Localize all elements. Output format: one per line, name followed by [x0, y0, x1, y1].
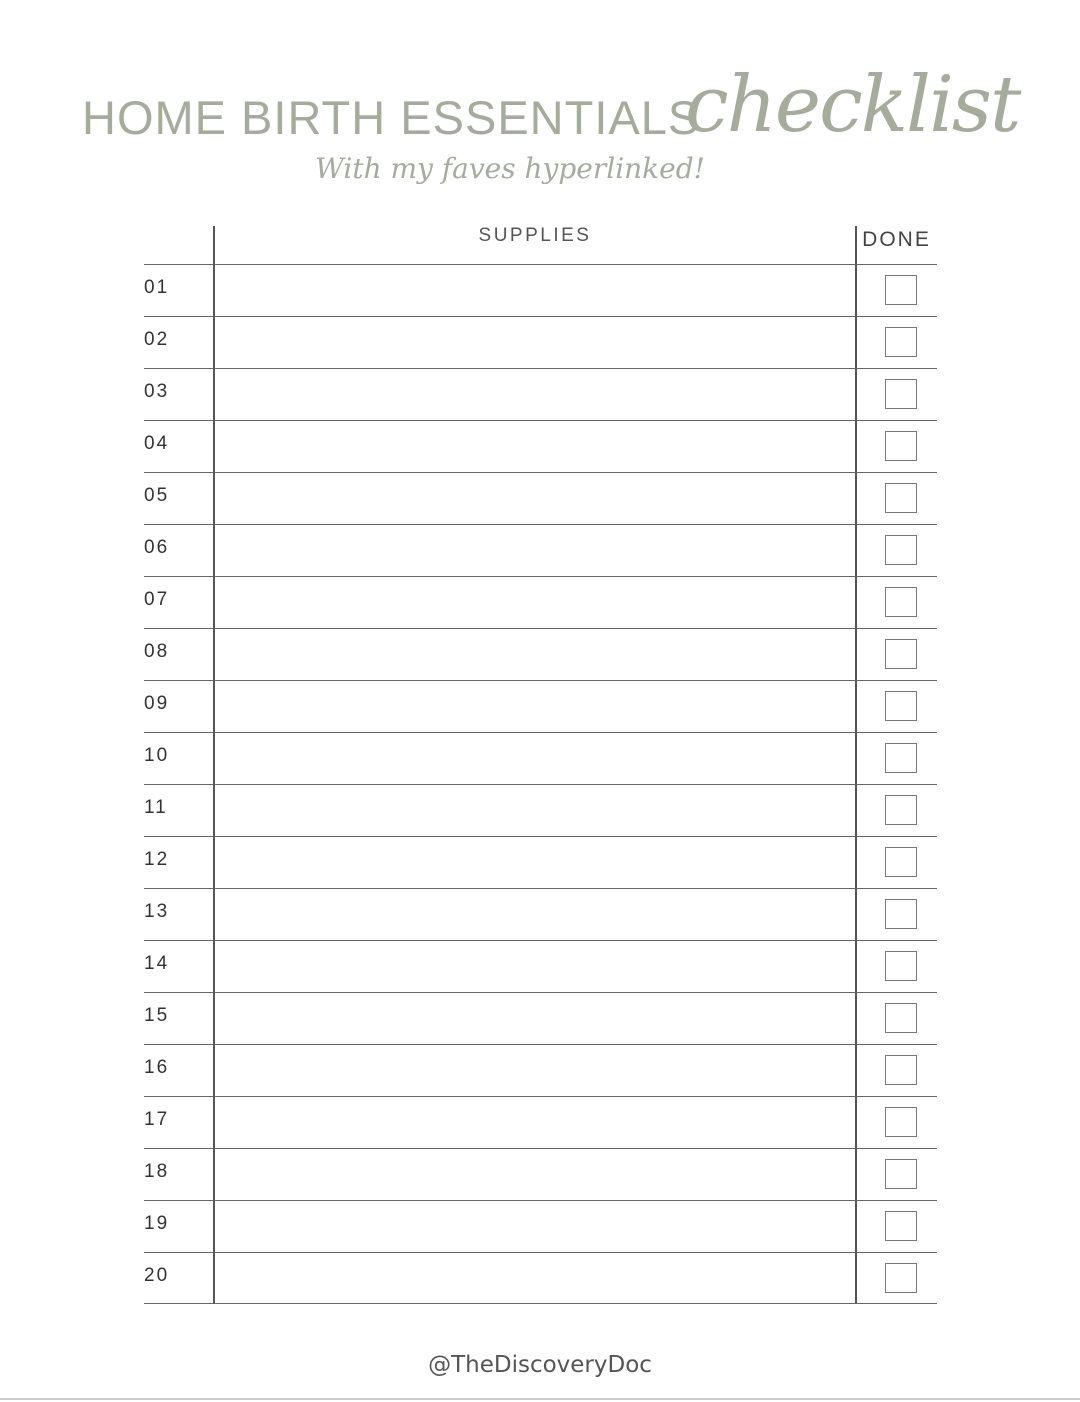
table-row — [144, 784, 937, 836]
done-checkbox[interactable] — [885, 951, 917, 981]
row-number: 20 — [144, 1265, 170, 1286]
done-checkbox[interactable] — [885, 1211, 917, 1241]
done-checkbox[interactable] — [885, 1003, 917, 1033]
table-row — [144, 472, 937, 524]
done-checkbox[interactable] — [885, 587, 917, 617]
table-row — [144, 732, 937, 784]
done-checkbox[interactable] — [885, 639, 917, 669]
row-number: 18 — [144, 1161, 170, 1182]
row-number: 08 — [144, 641, 170, 662]
done-checkbox[interactable] — [885, 847, 917, 877]
row-number: 16 — [144, 1057, 170, 1078]
table-row — [144, 940, 937, 992]
row-number: 12 — [144, 849, 170, 870]
page-title: HOME BIRTH ESSENTIALS — [82, 91, 701, 144]
done-checkbox[interactable] — [885, 1107, 917, 1137]
done-checkbox[interactable] — [885, 1055, 917, 1085]
table-row — [144, 888, 937, 940]
row-number: 19 — [144, 1213, 170, 1234]
table-row — [144, 368, 937, 420]
header-done: DONE — [862, 228, 931, 251]
page-subtitle: With my faves hyperlinked! — [315, 152, 705, 185]
done-checkbox[interactable] — [885, 535, 917, 565]
row-number: 07 — [144, 589, 170, 610]
done-checkbox[interactable] — [885, 899, 917, 929]
table-row — [144, 1252, 937, 1304]
done-checkbox[interactable] — [885, 431, 917, 461]
done-checkbox[interactable] — [885, 1159, 917, 1189]
row-number: 13 — [144, 901, 170, 922]
table-row — [144, 1096, 937, 1148]
checklist-table — [144, 226, 937, 1304]
table-row — [144, 316, 937, 368]
row-number: 06 — [144, 537, 170, 558]
row-number: 09 — [144, 693, 170, 714]
row-number: 14 — [144, 953, 170, 974]
table-row — [144, 264, 937, 316]
row-number: 01 — [144, 277, 170, 298]
table-row — [144, 680, 937, 732]
footer-handle: @TheDiscoveryDoc — [428, 1352, 652, 1378]
page-title-script: checklist — [685, 60, 1020, 150]
page-bottom-divider — [0, 1398, 1080, 1400]
table-row — [144, 836, 937, 888]
table-row — [144, 1200, 937, 1252]
done-checkbox[interactable] — [885, 795, 917, 825]
done-checkbox[interactable] — [885, 379, 917, 409]
table-row — [144, 420, 937, 472]
done-checkbox[interactable] — [885, 275, 917, 305]
done-checkbox[interactable] — [885, 327, 917, 357]
header-supplies: SUPPLIES — [478, 225, 592, 246]
row-number: 11 — [144, 797, 168, 818]
done-checkbox[interactable] — [885, 691, 917, 721]
done-checkbox[interactable] — [885, 483, 917, 513]
row-number: 04 — [144, 433, 170, 454]
table-row — [144, 628, 937, 680]
done-checkbox[interactable] — [885, 743, 917, 773]
table-row — [144, 1044, 937, 1096]
done-checkbox[interactable] — [885, 1263, 917, 1293]
row-number: 10 — [144, 745, 170, 766]
row-number: 02 — [144, 329, 170, 350]
table-row — [144, 1148, 937, 1200]
checklist-rows — [144, 264, 937, 1304]
table-row — [144, 524, 937, 576]
row-number: 03 — [144, 381, 170, 402]
table-row — [144, 576, 937, 628]
row-number: 05 — [144, 485, 170, 506]
row-number: 17 — [144, 1109, 170, 1130]
row-number: 15 — [144, 1005, 170, 1026]
table-row — [144, 992, 937, 1044]
